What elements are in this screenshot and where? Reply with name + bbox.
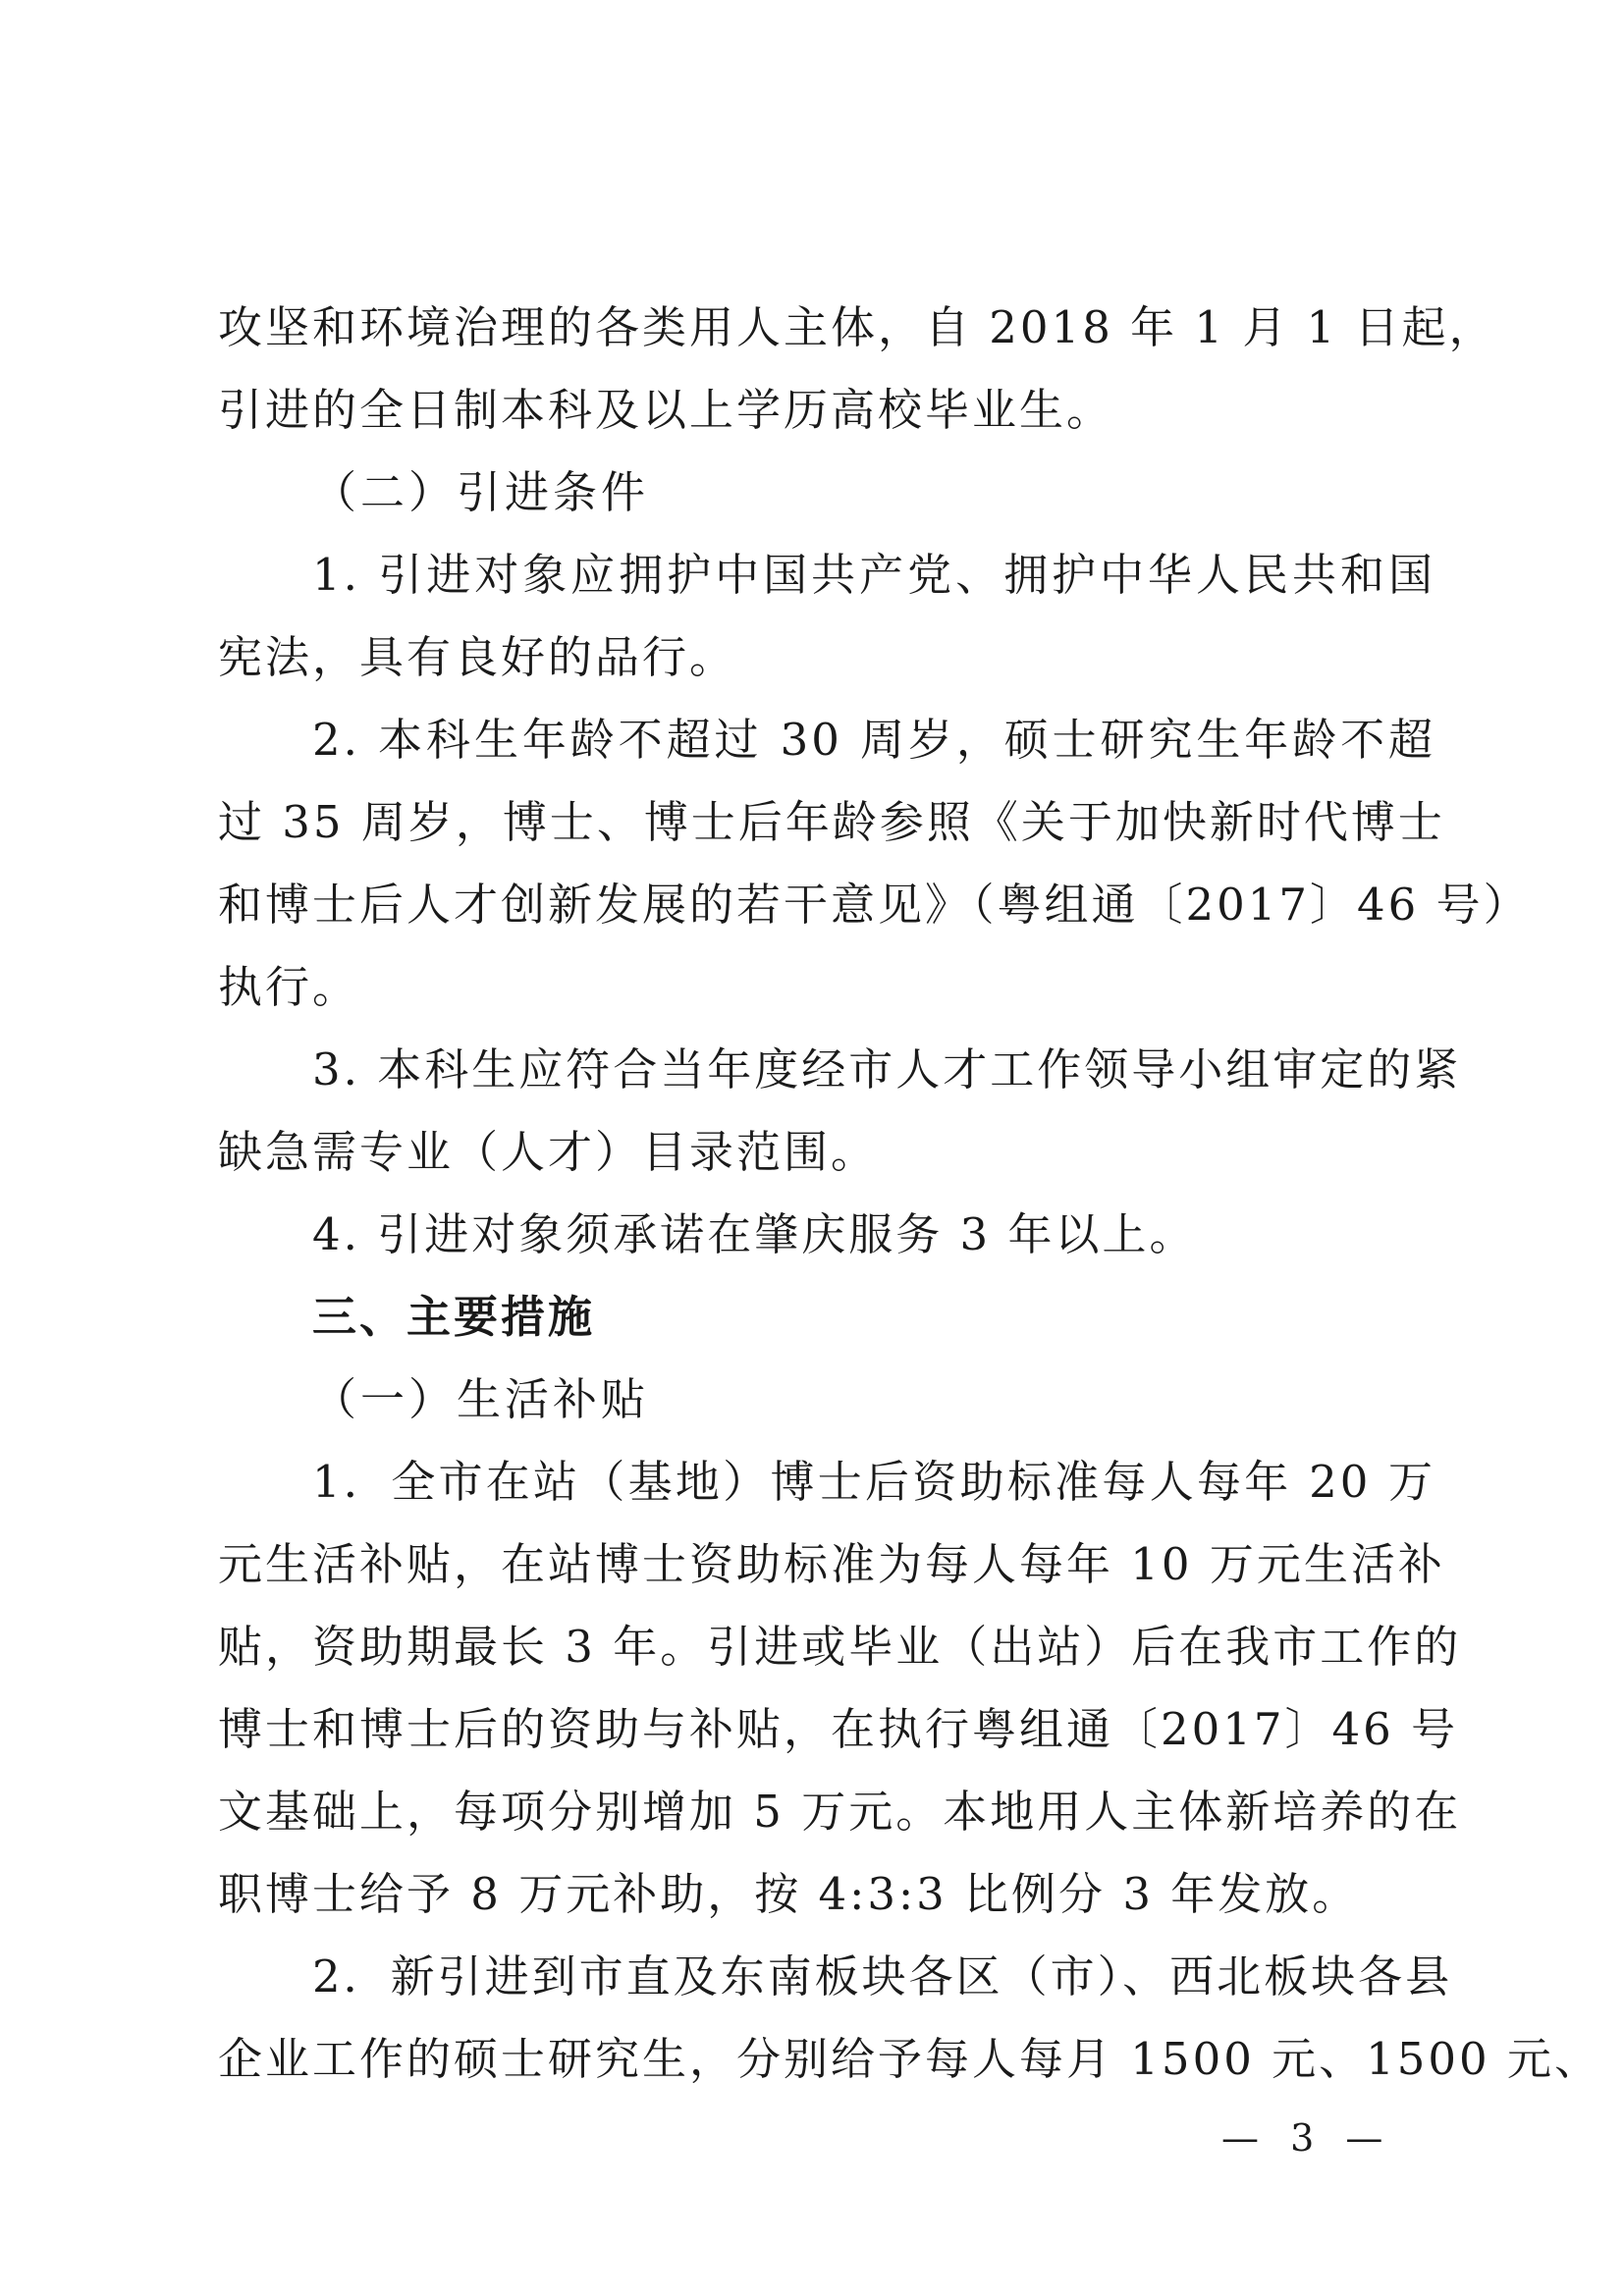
paragraph-line: 文基础上，每项分别增加 5 万元。本地用人主体新培养的在 (218, 1786, 1462, 1838)
paragraph-line: 元生活补贴，在站博士资助标准为每人每年 10 万元生活补 (218, 1538, 1445, 1590)
paragraph-line: 2．新引进到市直及东南板块各区（市）、西北板块各县 (312, 1950, 1453, 2002)
paragraph-line: 职博士给予 8 万元补助，按 4:3:3 比例分 3 年发放。 (218, 1868, 1360, 1920)
paragraph-line: 博士和博士后的资助与补贴，在执行粤组通〔2017〕46 号 (218, 1703, 1459, 1755)
page-number: — 3 — (1221, 2116, 1393, 2160)
paragraph-line: 2. 本科生年龄不超过 30 周岁，硕士研究生年龄不超 (312, 714, 1435, 766)
paragraph-line: 执行。 (218, 961, 360, 1013)
paragraph-line: 1．全市在站（基地）博士后资助标准每人每年 20 万 (312, 1456, 1435, 1508)
paragraph-line: 过 35 周岁，博士、博士后年龄参照《关于加快新时代博士 (218, 796, 1445, 848)
paragraph-line: 1. 引进对象应拥护中国共产党、拥护中华人民共和国 (312, 549, 1435, 601)
document-body (218, 287, 1601, 2101)
section-heading-conditions: （二）引进条件 (312, 466, 650, 518)
paragraph-line: 3. 本科生应符合当年度经市人才工作领导小组审定的紧 (312, 1043, 1462, 1095)
section-heading-main-measures: 三、主要措施 (312, 1291, 596, 1343)
paragraph-line: 攻坚和环境治理的各类用人主体，自 2018 年 1 月 1 日起， (218, 301, 1496, 353)
paragraph-line: 企业工作的硕士研究生，分别给予每人每月 1500 元、1500 元、 (218, 2033, 1601, 2085)
paragraph-line: 缺急需专业（人才）目录范围。 (218, 1126, 879, 1178)
paragraph-line: 贴，资助期最长 3 年。引进或毕业（出站）后在我市工作的 (218, 1621, 1462, 1673)
paragraph-line: 和博士后人才创新发展的若干意见》（粤组通〔2017〕46 号） (218, 879, 1531, 931)
paragraph-line: 4. 引进对象须承诺在肇庆服务 3 年以上。 (312, 1208, 1197, 1260)
paragraph-line: 引进的全日制本科及以上学历高校毕业生。 (218, 384, 1114, 436)
paragraph-line: 宪法，具有良好的品行。 (218, 631, 737, 683)
section-heading-living-subsidy: （一）生活补贴 (312, 1373, 650, 1425)
